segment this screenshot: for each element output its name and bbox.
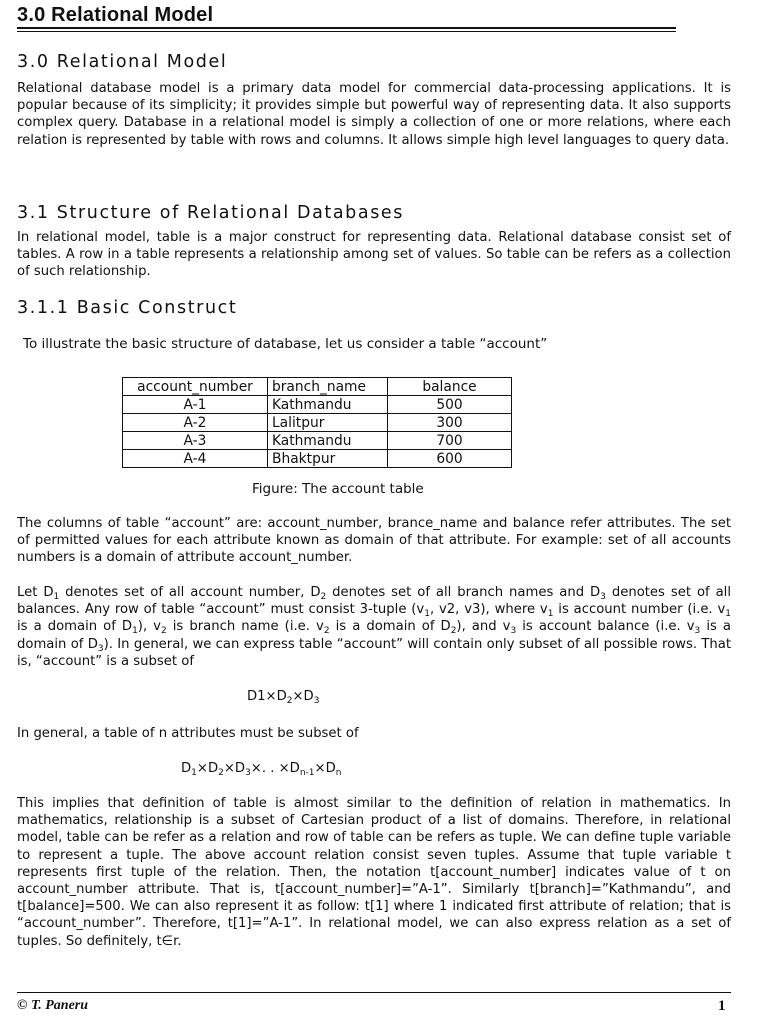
- table-row: [123, 414, 512, 432]
- columns-paragraph: The columns of table “account” are: account_number, brance_name and balance refer attributes. The set of permitted values for each attribute known as domain of that attribute. For example: set of all accounts numbers is a domain of attribute account_number.: [17, 516, 731, 566]
- section-3-0-paragraph: Relational database model is a primary data model for commercial data-processing applications. It is popular because of its simplicity; it provides simple but powerful way of representing data. It also supports complex query. Database in a relational model is simply a collection of one or more relations, where each relation is represented by table with rows and columns. It allows simple high level languages to query data.: [17, 81, 731, 148]
- table-row: [123, 432, 512, 450]
- cartesian-product-equation: $D1\times D_2\times D_3$: [247, 689, 320, 706]
- header-rule-thin: [17, 31, 676, 32]
- table-cell: A-2: [123, 414, 268, 432]
- domains-paragraph: Let $D_1$ denotes set of all account number, $D_2$ denotes set of all branch names and $D_3$ denotes set of all balances. Any row of table “account” must consist 3-tuple ($v_1$, v2, v3), where $v_1$ is account number (i.e. $v_1$ is a domain of $D_1$), $v_2$ is branch name (i.e. $v_2$ is a domain of $D_2$), and $v_3$ is account balance (i.e. $v_3$ is a domain of $D_3$). In general, we can express table “account” will contain only subset of all possible rows. That is, “account” is a subset of: [17, 585, 732, 669]
- n-attribute-equation: $D_1\times D_2\times D_3\times$. . $\times D_{n-1}\times D_n$: [181, 761, 342, 778]
- table-cell: A-4: [123, 450, 268, 468]
- footer-rule: [17, 992, 731, 993]
- section-3-1-1-heading: 3.1.1 Basic Construct: [17, 298, 238, 318]
- table-header-row: [123, 378, 512, 396]
- basic-construct-intro: To illustrate the basic structure of database, let us consider a table “account”: [23, 336, 548, 352]
- column-header: branch_name: [268, 378, 388, 396]
- table-cell: Bhaktpur: [268, 450, 388, 468]
- footer-author: © T. Paneru: [17, 998, 89, 1013]
- table-row: [123, 396, 512, 414]
- column-header: balance: [388, 378, 512, 396]
- page-header-title: 3.0 Relational Model: [17, 4, 214, 26]
- column-header: account_number: [123, 378, 268, 396]
- section-3-1-heading: 3.1 Structure of Relational Databases: [17, 203, 405, 223]
- table-cell: 600: [388, 450, 512, 468]
- table-cell: A-1: [123, 396, 268, 414]
- table-cell: 700: [388, 432, 512, 450]
- section-3-1-paragraph: In relational model, table is a major construct for representing data. Relational database consist set of tables. A row in a table represents a relationship among set of values. So table can be refers as a collection of such relationship.: [17, 230, 731, 280]
- table-cell: 500: [388, 396, 512, 414]
- tuple-paragraph: This implies that definition of table is almost similar to the definition of relation in mathematics. In mathematics, relationship is a subset of Cartesian product of a list of domains. Therefore, in relational model, table can be refer as a relation and row of table can be refers as tuple. We can define tuple variable to represent a tuple. The above account relation consist seven tuples. Assume that tuple variable t represents first tuple of the relation. Then, the notation t[account_number] indicates value of t on account_number attribute. That is, t[account_number]=”A-1”. Similarly t[branch]=”Kathmandu”, and t[balance]=500. We can also represent it as follow: t[1] where 1 indicated first attribute of relation; that is “account_number”. Therefore, t[1]=”A-1”. In relational model, we can also express relation as a set of tuples. So definitely, t∈r.: [17, 796, 731, 949]
- general-paragraph: In general, a table of n attributes must be subset of: [17, 726, 359, 741]
- table-cell: Lalitpur: [268, 414, 388, 432]
- section-3-0-heading: 3.0 Relational Model: [17, 52, 228, 72]
- table-cell: 300: [388, 414, 512, 432]
- header-rule-thick: [17, 27, 676, 29]
- table-cell: Kathmandu: [268, 432, 388, 450]
- table-cell: Kathmandu: [268, 396, 388, 414]
- table-caption: Figure: The account table: [252, 481, 424, 497]
- account-table: [122, 377, 512, 468]
- table-cell: A-3: [123, 432, 268, 450]
- table-row: [123, 450, 512, 468]
- page-number: 1: [718, 998, 726, 1014]
